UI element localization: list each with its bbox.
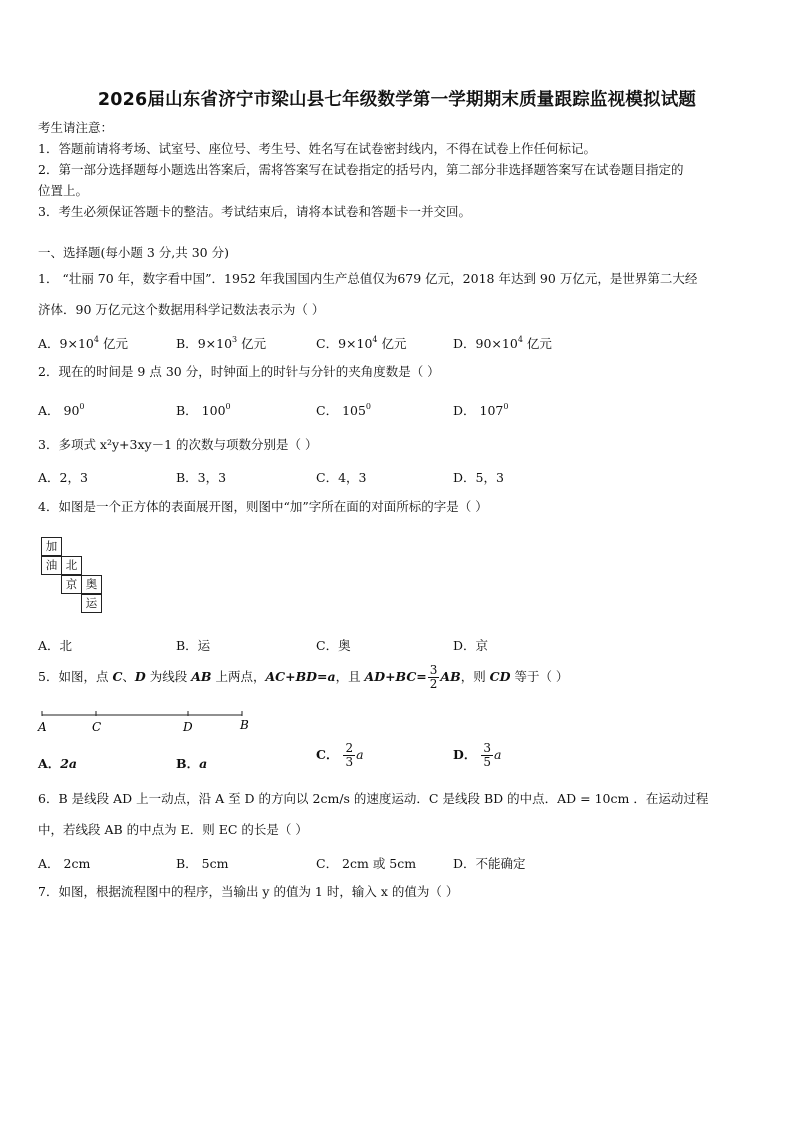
q4-option-c: C．奥 [316, 638, 351, 653]
net-face-bei: 北 [61, 556, 82, 575]
option-value: 9×10 [197, 336, 233, 351]
q5-segment-ab: AB [440, 669, 461, 684]
q5-segment-cd: CD [489, 669, 511, 684]
notice-item-2-cont: 位置上。 [38, 183, 89, 198]
q1-text-line1: 1． “壮丽 70 年，数字看中国”．1952 年我国国内生产总值仅为679 亿元，2018 年达到 90 万亿元，是世界第二大经 [38, 271, 698, 286]
option-key: B． [176, 403, 198, 418]
q5-seg: ，且 [335, 669, 365, 684]
option-key: D． [453, 336, 476, 351]
option-key: A． [38, 756, 61, 771]
denominator: 3 [345, 755, 354, 769]
q3-option-a: A．2，3 [38, 470, 88, 485]
notice-item-1: 1．答题前请将考场、试室号、座位号、考生号、姓名写在试卷密封线内，不得在试卷上作任何标记。 [38, 141, 596, 156]
option-value: 105 [342, 403, 366, 418]
q5-seg: 为线段 [145, 669, 192, 684]
q6-text-line2: 中，若线段 AB 的中点为 E．则 EC 的长是（ ） [38, 822, 308, 837]
option-key: D． [453, 747, 477, 762]
point-label-b: B [240, 718, 249, 732]
net-face-yun: 运 [81, 594, 102, 613]
option-key: A． [38, 403, 60, 418]
option-unit: 亿元 [522, 336, 552, 351]
q7-text: 7．如图，根据流程图中的程序，当输出 y 的值为 1 时，输入 x 的值为（ ） [38, 884, 459, 899]
q2-option-c [316, 401, 371, 419]
q3-option-c: C．4，3 [316, 470, 367, 485]
denominator: 5 [483, 755, 491, 769]
q2-option-d [453, 401, 508, 419]
q3-text: 3．多项式 x²y+3xy－1 的次数与项数分别是（ ） [38, 437, 318, 452]
option-value: 90×10 [475, 336, 518, 351]
q5-segment-ab: AB [191, 669, 212, 684]
numerator: 2 [345, 741, 354, 755]
q4-text: 4．如图是一个正方体的表面展开图，则图中“加”字所在面的对面所标的字是（ ） [38, 499, 488, 514]
option-value: 9×10 [59, 336, 94, 351]
option-unit: 亿元 [237, 336, 267, 351]
notice-heading: 考生请注意： [38, 120, 114, 135]
q2-option-b [176, 401, 231, 419]
q5-point-d: D [134, 669, 146, 684]
q1-option-d [453, 334, 552, 352]
q4-option-b: B．运 [176, 638, 211, 653]
net-face-ao: 奥 [81, 575, 102, 594]
option-key: B． [176, 336, 198, 351]
q2-text: 2．现在的时间是 9 点 30 分，时钟面上的时针与分针的夹角度数是（ ） [38, 364, 440, 379]
option-value: 2a [60, 756, 77, 771]
fraction [481, 742, 493, 769]
option-key: D． [453, 403, 476, 418]
fraction [343, 742, 355, 769]
exponent: 4 [517, 335, 523, 344]
option-key: B． [176, 756, 200, 771]
denominator: 2 [429, 677, 438, 691]
notice-item-2: 2．第一部分选择题每小题选出答案后，需将答案写在试卷指定的括号内，第二部分非选择题答案写在试卷题目指定的 [38, 162, 684, 177]
exponent: 0 [79, 402, 85, 411]
q1-text-line2: 济体．90 万亿元这个数据用科学记数法表示为（ ） [38, 302, 325, 317]
exponent: 0 [365, 402, 372, 411]
option-key: A． [38, 336, 60, 351]
q5-point-c: C [112, 669, 123, 684]
option-key: C． [316, 336, 339, 351]
q2-option-a [38, 401, 85, 419]
q6-option-d: D．不能确定 [453, 856, 526, 871]
option-value: 9×10 [338, 336, 373, 351]
option-value: 107 [479, 403, 504, 418]
segment-diagram [36, 706, 256, 736]
q1-option-b [176, 334, 266, 352]
q5-equation-2: AD+BC= [364, 669, 427, 684]
option-variable: a [356, 747, 364, 762]
q6-option-b: B． 5cm [176, 856, 229, 871]
exponent: 3 [232, 335, 238, 344]
q3-option-d: D．5，3 [453, 470, 504, 485]
q3-option-b: B．3，3 [176, 470, 227, 485]
exponent: 0 [503, 402, 509, 411]
option-value: 100 [201, 403, 226, 418]
q5-seg: 5．如图，点 [38, 669, 113, 684]
q5-seg: 上两点， [211, 669, 266, 684]
option-key: C． [316, 403, 339, 418]
point-label-a: A [38, 720, 47, 734]
option-key: C． [316, 747, 339, 762]
exponent: 0 [225, 402, 231, 411]
point-label-c: C [92, 720, 102, 734]
option-value: a [199, 756, 208, 771]
numerator: 3 [483, 741, 491, 755]
q5-text [38, 662, 568, 692]
fraction [428, 664, 440, 691]
option-variable: a [493, 747, 502, 762]
net-face-jing: 京 [61, 575, 82, 594]
net-face-jia: 加 [41, 537, 62, 556]
exponent: 4 [93, 335, 99, 344]
option-unit: 亿元 [377, 336, 407, 351]
q5-seg: 等于（ ） [510, 669, 569, 684]
q1-option-a [38, 334, 128, 352]
section-heading: 一、选择题(每小题 3 分,共 30 分) [38, 245, 229, 260]
q5-equation-1: AC+BD=a [265, 669, 336, 684]
q5-seg: 、 [122, 669, 135, 684]
q6-option-a: A． 2cm [38, 856, 91, 871]
q4-option-d: D．京 [453, 638, 489, 653]
option-value: 90 [63, 403, 80, 418]
point-label-d: D [183, 720, 193, 734]
q5-option-d [453, 742, 501, 769]
q5-option-a [38, 754, 77, 772]
q6-text-line1: 6．B 是线段 AD 上一动点，沿 A 至 D 的方向以 2cm/s 的速度运动．C 是线段 BD 的中点．AD = 10cm ．在运动过程 [38, 791, 709, 806]
numerator: 3 [429, 663, 438, 677]
option-unit: 亿元 [98, 336, 128, 351]
net-face-you: 油 [41, 556, 62, 575]
exponent: 4 [372, 335, 378, 344]
q1-option-c [316, 334, 407, 352]
q5-seg: ，则 [460, 669, 490, 684]
page-title: 2026届山东省济宁市梁山县七年级数学第一学期期末质量跟踪监视模拟试题 [97, 90, 697, 110]
q5-option-c [316, 742, 364, 769]
q4-option-a: A．北 [38, 638, 73, 653]
notice-item-3: 3．考生必须保证答题卡的整洁。考试结束后，请将本试卷和答题卡一并交回。 [38, 204, 471, 219]
q6-option-c: C． 2cm 或 5cm [316, 856, 417, 871]
q5-option-b [176, 754, 207, 772]
